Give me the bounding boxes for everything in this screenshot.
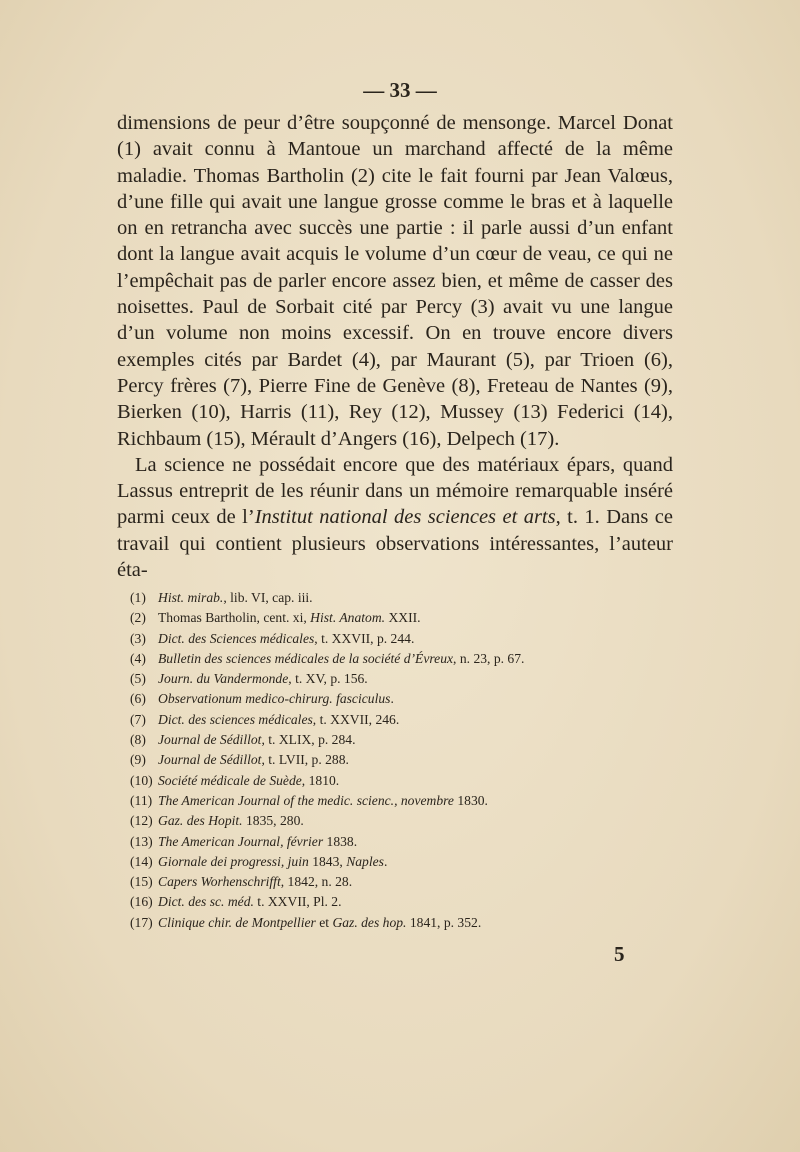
footnote xyxy=(130,689,670,709)
footnote-number: (13) xyxy=(130,833,153,849)
citation-title: Gaz. des hop. xyxy=(332,914,407,930)
paragraph xyxy=(117,452,673,583)
footnote xyxy=(130,791,670,811)
footnote xyxy=(130,852,670,872)
footnote xyxy=(130,730,670,750)
footnote-number: (10) xyxy=(130,772,153,788)
footnote-number: (15) xyxy=(130,874,153,890)
footnote-number: (16) xyxy=(130,894,153,910)
citation-title: Observationum medico-chirurg. fasciculus xyxy=(158,691,391,707)
footnote xyxy=(130,892,670,912)
citation-detail: , 1842, n. 28. xyxy=(280,874,353,890)
citation-title: Giornale dei progressi, juin xyxy=(158,853,309,869)
footnote xyxy=(130,669,670,689)
citation-title: Bulletin des sciences médicales de la société d’Évreux xyxy=(158,650,454,666)
footnote xyxy=(130,771,670,791)
footnote-number: (14) xyxy=(130,853,153,869)
citation-detail: . xyxy=(390,691,394,707)
journal-title: Institut national des sciences et arts xyxy=(254,506,556,529)
citation-title: Dict. des sciences médicales xyxy=(158,711,313,727)
paragraph-text: La science ne possédait encore que des matériaux épars, quand Lassus entreprit de les réunir dans un mémoire remarquable inséré parmi ceux de l’ xyxy=(117,453,673,529)
citation-title: Dict. des sc. méd. xyxy=(158,894,254,910)
footnote-number: (8) xyxy=(130,732,146,748)
paragraph: dimensions de peur d’être soupçonné de mensonge. Marcel Donat (1) avait connu à Mantoue un marchand affecté de la même maladie. Thomas Bartholin (2) cite le fait fourni par Jean Valœus, d’une fille qui avait une langue grosse comme le bras et à laquelle on en retrancha avec succès une partie : il parle aussi d’un enfant dont la langue avait acquis le volume d’un cœur de veau, ce qui ne l’empêchait pas de parler encore assez bien, et même de casser des noisettes. Paul de Sorbait cité par Percy (3) avait vu une langue d’un volume non moins excessif. On en trouve encore divers exemples cités par Bardet (4), par Maurant (5), par Trioen (6), Percy frères (7), Pierre Fine de Genève (8), Freteau de Nantes (9), Bierken (10), Harris (11), Rey (12), Mussey (13) Federici (14), Richbaum (15), Mérault d’Angers (16), Delpech (17). xyxy=(117,112,673,450)
footnote-number: (12) xyxy=(130,813,153,829)
citation-detail: , t. XXVII, 246. xyxy=(312,711,400,727)
citation-detail: 1838. xyxy=(323,833,358,849)
footnote xyxy=(130,832,670,852)
citation-title: Hist. mirab. xyxy=(158,590,224,605)
citation-detail: 1835, 280. xyxy=(242,813,304,829)
citation-title: The American Journal, février xyxy=(158,833,324,849)
citation-detail: , t. XV, p. 156. xyxy=(288,671,368,687)
citation-detail: , t. XLIX, p. 284. xyxy=(261,732,356,748)
footnote-number: (9) xyxy=(130,752,146,768)
footnote xyxy=(130,649,670,669)
citation-detail: , n. 23, p. 67. xyxy=(453,650,525,666)
citation-detail: , 1810. xyxy=(301,772,340,788)
footnote xyxy=(130,588,670,608)
citation-title: Société médicale de Suède xyxy=(158,772,302,788)
footnote xyxy=(130,913,670,933)
footnote xyxy=(130,629,670,649)
paragraph-text: , t. 1. Dans ce travail qui contient plusieurs observations intéressantes, l’auteur éta- xyxy=(117,506,673,582)
citation-detail: t. XXVII, Pl. 2. xyxy=(253,894,342,910)
citation-detail: 1830. xyxy=(453,792,488,808)
citation-detail: , lib. VI, cap. iii. xyxy=(223,590,313,605)
citation-detail: et xyxy=(315,914,333,930)
page-number: — 33 — xyxy=(363,78,437,102)
footnote-number: (11) xyxy=(130,792,153,808)
citation-title: Clinique chir. de Montpellier xyxy=(158,914,316,930)
citation-detail: 1843, xyxy=(308,853,347,869)
citation-title: Journ. du Vandermonde xyxy=(158,671,289,687)
footnote-number: (7) xyxy=(130,711,146,727)
citation-title: Journal de Sédillot xyxy=(158,732,262,748)
footnote-number: (1) xyxy=(130,590,146,605)
footnote xyxy=(130,710,670,730)
footnote-number: (3) xyxy=(130,630,146,646)
signature-mark: 5 xyxy=(614,942,625,966)
citation-detail: , t. LVII, p. 288. xyxy=(261,752,349,768)
citation-title: Hist. Anatom. xyxy=(310,610,386,626)
main-text xyxy=(117,110,673,583)
footnote-number: (5) xyxy=(130,671,146,687)
citation-title: The American Journal of the medic. scienc., novembre xyxy=(158,792,454,808)
citation-place: Naples xyxy=(346,853,384,869)
footnotes xyxy=(130,588,670,933)
footnote xyxy=(130,811,670,831)
citation-title: Journal de Sédillot xyxy=(158,752,262,768)
citation-detail: 1841, p. 352. xyxy=(406,914,482,930)
citation-author: Thomas Bartholin, cent. xi, xyxy=(158,610,311,626)
footnote xyxy=(130,872,670,892)
citation-title: Capers Worhenschrifft xyxy=(158,874,281,890)
citation-detail: XXII. xyxy=(385,610,421,626)
footnote-number: (6) xyxy=(130,691,146,707)
footnote xyxy=(130,608,670,628)
citation-title: Gaz. des Hopit. xyxy=(158,813,243,829)
footnote-number: (2) xyxy=(130,610,146,626)
citation-title: Dict. des Sciences médicales xyxy=(158,630,315,646)
citation-detail: , t. XXVII, p. 244. xyxy=(314,630,415,646)
footnote-number: (17) xyxy=(130,914,153,930)
footnote xyxy=(130,750,670,770)
footnote-number: (4) xyxy=(130,650,146,666)
citation-detail: . xyxy=(383,853,388,869)
